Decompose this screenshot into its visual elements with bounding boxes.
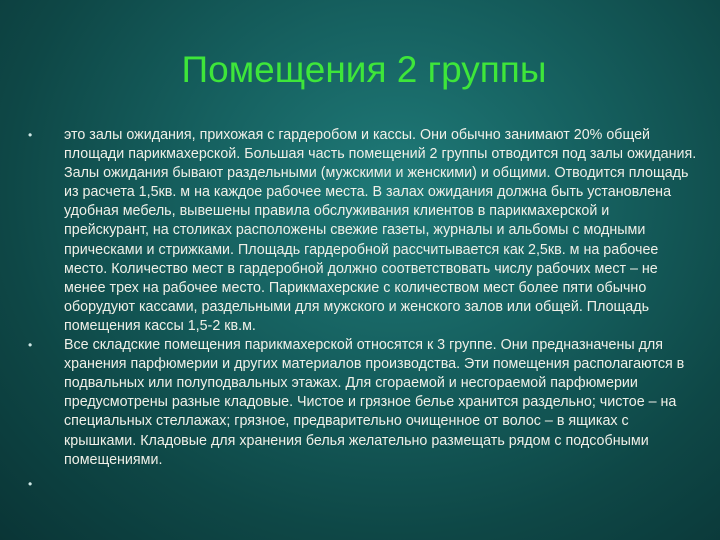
- bullet-text: Все складские помещения парикмахерской относятся к 3 группе. Они предназначены для хранения парфюмерии и других материалов производства. Эти помещения располагаются в подвальных или полуподвальных этажах. Для сгораемой и несгораемой парфюмерии предусмотрены разные кладовые. Чистое и грязное белье хранится раздельно; чистое – на специальных стеллажах; грязное, предварительно очищенное от волос – в ящиках с крышками. Кладовые для хранения белья желательно размещать рядом с подсобными помещениями.: [64, 337, 685, 468]
- bullet-dot-icon: •: [28, 476, 33, 491]
- bullet-item-waiting-rooms: [28, 126, 698, 336]
- bullet-dot-icon: •: [28, 128, 33, 142]
- bullet-text: это залы ожидания, прихожая с гардеробом и кассы. Они обычно занимают 20% общей площади парикмахерской. Большая часть помещений 2 группы отводится под залы ожидания. Залы ожидания бывают раздельными (мужскими и женскими) и общими. Отводится площадь из расчета 1,5кв. м на каждое рабочее места. В залах ожидания должна быть установлена удобная мебель, вывешены правила обслуживания клиентов в парикмахерской и прейскурант, на столиках расположены свежие газеты, журналы и альбомы с модными прическами и стрижками. Площадь гардеробной рассчитывается как 2,5кв. м на рабочее место. Количество мест в гардеробной должно соответствовать числу рабочих мест – не менее трех на рабочее место. Парикмахерские с количеством мест более пяти обычно оборудуют кассами, раздельными для мужского и женского залов или общей. Площадь помещения кассы 1,5-2 кв.м.: [64, 127, 697, 334]
- bullet-dot-icon: •: [28, 338, 33, 353]
- bullet-item-empty: [28, 475, 698, 494]
- bullet-item-storage-rooms: [28, 336, 698, 470]
- slide-title: Помещения 2 группы: [181, 49, 547, 90]
- bullet-list: [28, 126, 698, 494]
